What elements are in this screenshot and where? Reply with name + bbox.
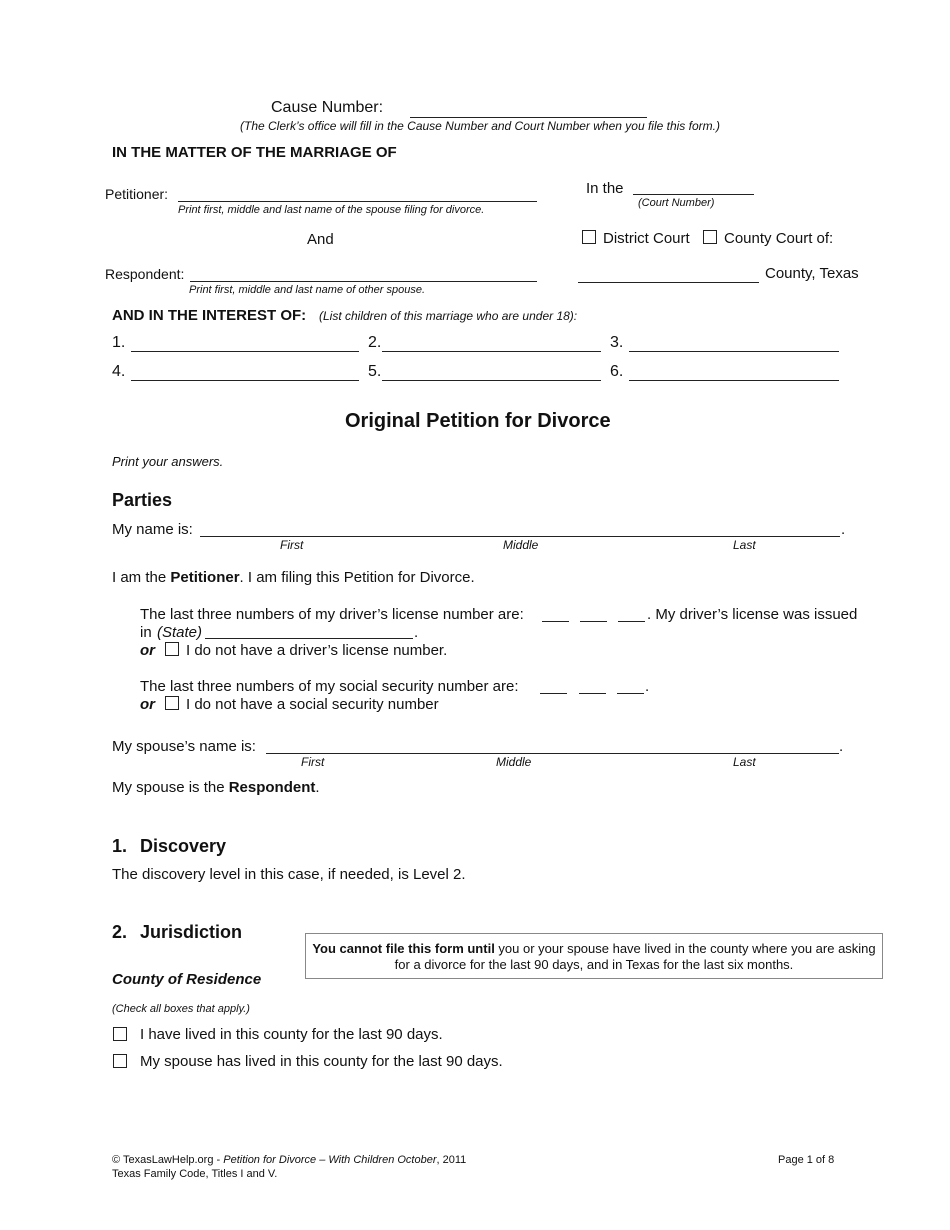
discovery-text: The discovery level in this case, if needed, is Level 2. (112, 866, 466, 883)
discovery-heading: Discovery (140, 836, 227, 856)
petitioner-residence-text: I have lived in this county for the last 90 days. (140, 1026, 443, 1043)
child-5-field[interactable] (382, 380, 601, 381)
child-4-field[interactable] (131, 380, 359, 381)
my-name-label: My name is: (112, 521, 193, 538)
dl-state-field[interactable] (205, 638, 413, 639)
child-2-number: 2. (368, 334, 382, 351)
child-6-number: 6. (610, 363, 624, 380)
footer-code: Texas Family Code, Titles I and V. (112, 1168, 278, 1180)
parties-heading: Parties (112, 490, 173, 510)
child-4-number: 4. (112, 363, 126, 380)
ssn-digit-3[interactable] (617, 693, 644, 694)
interest-hint: (List children of this marriage who are under 18): (319, 309, 578, 323)
spouse-residence-checkbox[interactable] (113, 1054, 127, 1068)
respondent-statement: My spouse is the Respondent. (112, 779, 320, 796)
no-dl-text: I do not have a driver’s license number. (186, 642, 448, 659)
name-part-middle: Middle (503, 538, 539, 552)
no-ssn-checkbox[interactable] (165, 696, 179, 710)
no-dl-checkbox[interactable] (165, 642, 179, 656)
petitioner-residence-checkbox[interactable] (113, 1027, 127, 1041)
footer-page-number: Page 1 of 8 (778, 1154, 835, 1166)
petitioner-name-field[interactable] (178, 201, 537, 202)
ssn-digit-1[interactable] (540, 693, 567, 694)
spouse-part-first: First (301, 755, 325, 769)
spouse-residence-text: My spouse has lived in this county for the last 90 days. (140, 1053, 503, 1070)
instruction: Print your answers. (112, 454, 224, 469)
my-name-field[interactable] (200, 536, 840, 537)
spouse-name-label: My spouse’s name is: (112, 738, 256, 755)
check-hint: (Check all boxes that apply.) (112, 1003, 250, 1015)
petitioner-hint: Print first, middle and last name of the spouse filing for divorce. (178, 204, 485, 216)
ssn-text: The last three numbers of my social security number are: (140, 678, 519, 695)
child-2-field[interactable] (382, 351, 601, 352)
matter-heading: IN THE MATTER OF THE MARRIAGE OF (112, 144, 397, 161)
respondent-label: Respondent: (105, 266, 185, 282)
court-number-hint: (Court Number) (638, 197, 715, 209)
county-court-label: County Court of: (724, 230, 834, 247)
district-court-checkbox[interactable] (582, 230, 596, 244)
and-label: And (307, 231, 334, 248)
dl-state-period: . (414, 624, 419, 641)
ssn-period: . (645, 678, 650, 695)
ssn-digit-2[interactable] (579, 693, 606, 694)
spouse-part-last: Last (733, 755, 756, 769)
dl-digit-2[interactable] (580, 621, 607, 622)
dl-state-label: (State) (157, 624, 203, 641)
child-3-field[interactable] (629, 351, 839, 352)
dl-issued-text: . My driver’s license was issued (647, 606, 858, 623)
county-name-field[interactable] (578, 282, 759, 283)
discovery-number: 1. (112, 836, 128, 856)
respondent-hint: Print first, middle and last name of other spouse. (189, 284, 426, 296)
residency-notice: You cannot file this form until you or your spouse have lived in the county where you are asking for a divorce for the last 90 days, and in Texas for the last six months. (305, 933, 883, 979)
court-number-field[interactable] (633, 194, 754, 195)
jurisdiction-number: 2. (112, 922, 128, 942)
child-1-number: 1. (112, 334, 126, 351)
dl-digit-3[interactable] (618, 621, 645, 622)
county-court-checkbox[interactable] (703, 230, 717, 244)
county-texas-label: County, Texas (765, 265, 859, 282)
jurisdiction-heading: Jurisdiction (140, 922, 243, 942)
interest-heading: AND IN THE INTEREST OF: (112, 307, 307, 324)
child-3-number: 3. (610, 334, 624, 351)
dl-in: in (140, 624, 152, 641)
footer-copyright: © TexasLawHelp.org - Petition for Divorce – With Children October, 2011 (112, 1154, 467, 1166)
in-the-label: In the (586, 180, 624, 197)
cause-number-field[interactable] (410, 117, 647, 118)
child-1-field[interactable] (131, 351, 359, 352)
name-part-last: Last (733, 538, 756, 552)
my-name-period: . (841, 521, 846, 538)
spouse-name-period: . (839, 738, 844, 755)
respondent-name-field[interactable] (190, 281, 537, 282)
clerk-note: (The Clerk’s office will fill in the Cause Number and Court Number when you file this form.) (240, 119, 720, 133)
child-5-number: 5. (368, 363, 382, 380)
spouse-part-middle: Middle (496, 755, 532, 769)
petitioner-label: Petitioner: (105, 186, 169, 202)
county-residence-subheading: County of Residence (112, 971, 262, 988)
page-title: Original Petition for Divorce (345, 410, 611, 432)
dl-digit-1[interactable] (542, 621, 569, 622)
petitioner-statement: I am the Petitioner. I am filing this Petition for Divorce. (112, 569, 475, 586)
spouse-name-field[interactable] (266, 753, 839, 754)
name-part-first: First (280, 538, 304, 552)
district-court-label: District Court (603, 230, 690, 247)
or-label-dl: or (140, 642, 155, 659)
dl-text: The last three numbers of my driver’s license number are: (140, 606, 524, 623)
cause-number-label: Cause Number: (271, 99, 384, 116)
no-ssn-text: I do not have a social security number (186, 696, 439, 713)
child-6-field[interactable] (629, 380, 839, 381)
or-label-ssn: or (140, 696, 155, 713)
